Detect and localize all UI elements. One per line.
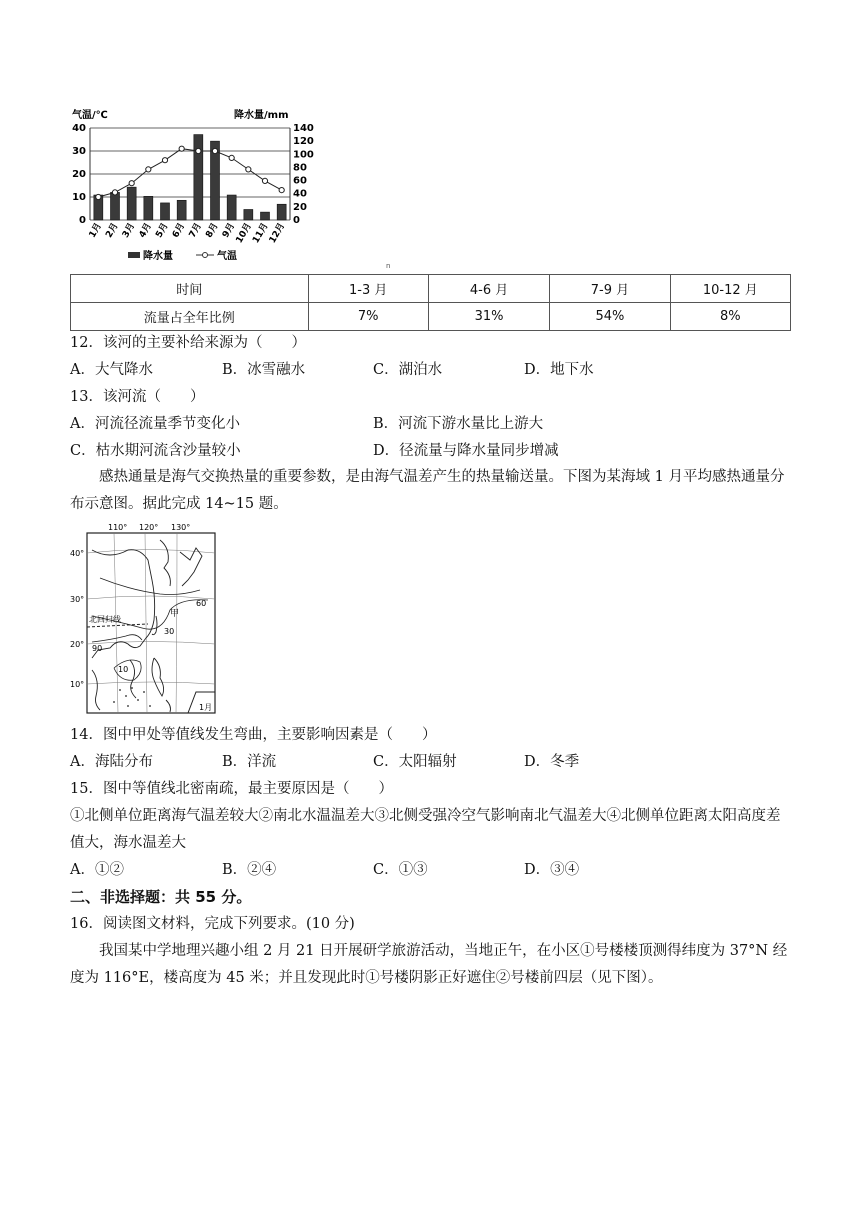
flow-table-cell: 时间 bbox=[71, 275, 309, 303]
month-label: 2月 bbox=[104, 221, 121, 240]
precipitation-bars bbox=[94, 135, 286, 220]
flow-table-cell: 流量占全年比例 bbox=[71, 303, 309, 331]
right-tick-label: 20 bbox=[293, 201, 307, 213]
temp-point bbox=[279, 188, 284, 193]
left-tick-label: 30 bbox=[72, 146, 86, 157]
right-tick-label: 60 bbox=[293, 175, 307, 187]
map-lat-label: 20° bbox=[70, 640, 85, 649]
left-axis-label: 气温/℃ bbox=[72, 110, 108, 121]
precip-bar bbox=[144, 196, 153, 220]
temp-point bbox=[262, 178, 267, 183]
point-jia-label: 甲 bbox=[170, 609, 180, 619]
temp-polyline bbox=[98, 149, 281, 197]
flow-table-cell: 8% bbox=[670, 303, 790, 331]
q16-body: 我国某中学地理兴趣小组 2 月 21 日开展研学旅游活动，当地正午，在小区①号楼楼顶测得纬度为 37°N 经度为 116°E，楼高度为 45 米；并且发现此时①号楼阴影正好遮住②号楼前四层（见下图）。 bbox=[70, 943, 788, 986]
month-labels bbox=[87, 221, 287, 245]
contour-label: 10 bbox=[118, 665, 129, 674]
q12-option-d: D．地下水 bbox=[524, 362, 594, 378]
flow-table-cell: 54% bbox=[550, 303, 670, 331]
month-label: 4月 bbox=[137, 221, 154, 240]
legend-precip-swatch bbox=[128, 252, 140, 258]
q16-stem: 16．阅读图文材料，完成下列要求。(10 分) bbox=[70, 916, 355, 932]
q15-option-a: A．①② bbox=[70, 862, 124, 878]
flow-table-cell: 4-6 月 bbox=[428, 275, 549, 303]
right-tick-label: 120 bbox=[293, 136, 314, 148]
contour-label: 90 bbox=[92, 644, 103, 653]
q13-option-a: A．河流径流量季节变化小 bbox=[70, 416, 240, 432]
map-lon-label: 110° bbox=[108, 523, 128, 532]
flow-table-cell: 31% bbox=[428, 303, 549, 331]
q15-statements: ①北侧单位距离海气温差较大②南北水温温差大③北侧受强冷空气影响南北气温差大④北侧单位距离太阳高度差值大，海水温差大 bbox=[70, 808, 781, 851]
map-lat-label: 10° bbox=[70, 680, 85, 689]
contour-label: 60 bbox=[196, 599, 207, 608]
month-label: 8月 bbox=[204, 221, 221, 240]
sensible-heat-flux-map bbox=[70, 520, 220, 718]
q14-stem: 14．图中甲处等值线发生弯曲，主要影响因素是（ ） bbox=[70, 727, 437, 743]
temp-point bbox=[129, 181, 134, 186]
month-label: 10月 bbox=[234, 221, 254, 246]
temp-point bbox=[246, 167, 251, 172]
precip-bar bbox=[177, 200, 186, 220]
q15-option-c: C．①③ bbox=[373, 862, 428, 878]
temp-point bbox=[179, 146, 184, 151]
q14-option-d: D．冬季 bbox=[524, 754, 580, 770]
flow-table bbox=[70, 274, 791, 331]
month-label: 12月 bbox=[267, 221, 288, 246]
q13-option-d: D．径流量与降水量同步增减 bbox=[373, 443, 559, 459]
right-tick-label: 80 bbox=[293, 162, 307, 174]
legend-temp-label: 气温 bbox=[217, 251, 237, 262]
contour-label: 30 bbox=[164, 627, 175, 636]
precip-bar bbox=[161, 203, 170, 220]
month-label: 1月 bbox=[199, 703, 213, 712]
legend-precip-label: 降水量 bbox=[143, 251, 173, 262]
temp-point bbox=[196, 148, 201, 153]
right-tick-label: 100 bbox=[293, 149, 314, 161]
right-axis-ticks bbox=[293, 123, 314, 226]
temp-point bbox=[162, 158, 167, 163]
q13-option-b: B．河流下游水量比上游大 bbox=[373, 416, 544, 432]
left-tick-label: 20 bbox=[72, 169, 86, 180]
q14-option-c: C．太阳辐射 bbox=[373, 754, 457, 770]
flow-table-cell: 7% bbox=[308, 303, 428, 331]
flow-table-data-row bbox=[71, 303, 791, 331]
flow-table-header-row bbox=[71, 275, 791, 303]
q13-stem: 13．该河流（ ） bbox=[70, 389, 205, 405]
intro-14-15: 感热通量是海气交换热量的重要参数，是由海气温差产生的热量输送量。下图为某海域 1 月平均感热通量分布示意图。据此完成 14~15 题。 bbox=[70, 469, 785, 512]
left-tick-label: 0 bbox=[79, 215, 86, 226]
chart-legend bbox=[128, 249, 237, 262]
temperature-line bbox=[96, 146, 285, 200]
right-tick-label: 140 bbox=[293, 123, 314, 134]
map-lon-label: 130° bbox=[171, 523, 191, 532]
q15-option-d: D．③④ bbox=[524, 862, 580, 878]
month-label: 3月 bbox=[120, 221, 138, 240]
temp-point bbox=[146, 167, 151, 172]
precip-bar bbox=[227, 195, 236, 220]
precip-bar bbox=[127, 187, 136, 220]
map-lat-label: 30° bbox=[70, 595, 85, 604]
precip-bar bbox=[277, 204, 286, 220]
temp-point bbox=[229, 155, 234, 160]
temp-point bbox=[212, 148, 217, 153]
q12-stem: 12．该河的主要补给来源为（ ） bbox=[70, 335, 306, 351]
tropic-label: 北回归线 bbox=[89, 615, 121, 624]
q12-option-a: A．大气降水 bbox=[70, 362, 153, 378]
temp-point bbox=[96, 194, 101, 199]
map-lon-label: 120° bbox=[139, 523, 159, 532]
month-label: 9月 bbox=[220, 221, 238, 240]
legend-temp-marker bbox=[203, 253, 208, 258]
section-2-heading: 二、非选择题：共 55 分。 bbox=[70, 888, 252, 906]
right-axis-label: 降水量/mm bbox=[234, 110, 289, 121]
month-label: 11月 bbox=[251, 221, 271, 246]
flow-table-cell: 1-3 月 bbox=[308, 275, 428, 303]
month-label: 1月 bbox=[87, 221, 104, 240]
temp-point bbox=[112, 190, 117, 195]
q15-option-b: B．②④ bbox=[222, 862, 277, 878]
left-axis-ticks bbox=[72, 123, 86, 226]
table-note: n bbox=[386, 262, 391, 270]
q15-stem: 15．图中等值线北密南疏，最主要原因是（ ） bbox=[70, 781, 393, 797]
left-tick-label: 40 bbox=[72, 123, 86, 134]
q13-option-c: C．枯水期河流含沙量较小 bbox=[70, 443, 241, 459]
month-label: 5月 bbox=[154, 221, 171, 240]
month-label: 6月 bbox=[170, 221, 188, 240]
q12-option-c: C．湖泊水 bbox=[373, 362, 443, 378]
precip-bar bbox=[194, 135, 203, 220]
q14-option-b: B．洋流 bbox=[222, 754, 277, 770]
map-lat-label: 40° bbox=[70, 549, 85, 558]
chart-grid bbox=[90, 128, 290, 220]
climate-chart bbox=[68, 104, 318, 270]
q14-option-a: A．海陆分布 bbox=[70, 754, 153, 770]
precip-bar bbox=[244, 209, 253, 220]
left-tick-label: 10 bbox=[72, 192, 86, 203]
precip-bar bbox=[111, 192, 120, 220]
flow-table-cell: 7-9 月 bbox=[550, 275, 670, 303]
right-tick-label: 40 bbox=[293, 188, 307, 200]
month-label: 7月 bbox=[187, 221, 204, 240]
flow-table-cell: 10-12 月 bbox=[670, 275, 790, 303]
q12-option-b: B．冰雪融水 bbox=[222, 362, 306, 378]
precip-bar bbox=[261, 212, 270, 220]
right-tick-label: 0 bbox=[293, 215, 300, 226]
